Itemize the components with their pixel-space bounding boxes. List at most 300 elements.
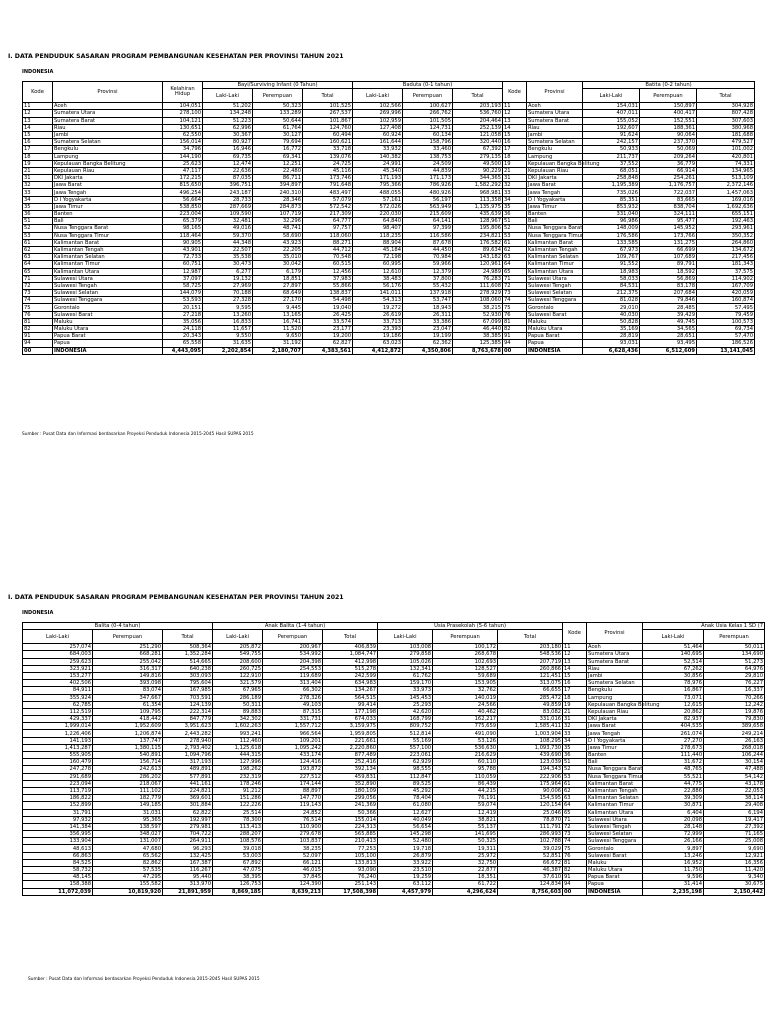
- table-cell: 35,169: [583, 326, 640, 333]
- table-row: [23, 665, 563, 672]
- table-cell: 242,157: [583, 139, 640, 146]
- header-perempuan: Perempuan: [263, 630, 323, 644]
- table-cell: 90,905: [163, 239, 203, 246]
- table-cell: 45,116: [303, 167, 353, 174]
- table-cell: 17,508,398: [323, 888, 378, 895]
- table-cell: 160,874: [697, 297, 755, 304]
- table-cell: 316,317: [93, 665, 163, 672]
- table-cell: 260,866: [498, 665, 563, 672]
- table-cell: 50,644: [253, 117, 303, 124]
- table-cell: 57,161: [353, 196, 403, 203]
- table-cell: 133,904: [23, 838, 93, 845]
- header-laki: Laki-Laki: [643, 630, 704, 644]
- table-cell: 84,911: [23, 687, 93, 694]
- table-cell: Gorontalo: [53, 304, 163, 311]
- table-cell: Kalimantan Barat: [53, 239, 163, 246]
- table-cell: 49,859: [498, 701, 563, 708]
- table-cell: 1,582,292: [453, 182, 503, 189]
- table-row: [23, 838, 563, 845]
- table-cell: 56,197: [403, 196, 453, 203]
- table-cell: 515,278: [323, 665, 378, 672]
- section2-subtitle: INDONESIA: [22, 610, 54, 616]
- table-cell: 35,010: [253, 254, 303, 261]
- table-cell: D I Yogyakarta: [587, 737, 643, 744]
- table-row: [23, 752, 563, 759]
- table-cell: 12,921: [704, 852, 765, 859]
- table-cell: 224,821: [163, 787, 213, 794]
- table-cell: 1,125,618: [213, 744, 263, 751]
- table-cell: 209,264: [640, 153, 697, 160]
- table-cell: 154,031: [583, 103, 640, 110]
- table-cell: Aceh: [53, 103, 163, 110]
- table-cell: 402,506: [23, 680, 93, 687]
- table-cell: 132,341: [378, 665, 433, 672]
- table-cell: 76: [563, 852, 587, 859]
- table-cell: 393,098: [93, 680, 163, 687]
- table-cell: 11,072,039: [23, 888, 93, 895]
- header-kode: Kode: [563, 623, 587, 644]
- table-cell: 31,672: [643, 759, 704, 766]
- table-cell: 167,709: [697, 282, 755, 289]
- table-cell: 703,591: [163, 694, 213, 701]
- table-cell: 134,965: [697, 167, 755, 174]
- table-cell: 54,313: [353, 297, 403, 304]
- table-cell: 27,897: [253, 282, 303, 289]
- table-cell: 40,462: [433, 708, 498, 715]
- table-cell: Kepulauan Riau: [53, 167, 163, 174]
- table-cell: 18,983: [583, 268, 640, 275]
- table-row: [563, 852, 765, 859]
- table-cell: 62,929: [378, 759, 433, 766]
- table-cell: 103,008: [378, 644, 433, 651]
- table-cell: 1,094,796: [163, 752, 213, 759]
- table-row: [23, 146, 503, 153]
- table-cell: Papua Barat: [53, 333, 163, 340]
- table-cell: 56,654: [378, 823, 433, 830]
- table-row: [563, 759, 765, 766]
- table-cell: 52: [23, 225, 53, 232]
- table-cell: 62,822: [163, 809, 213, 816]
- table-cell: 6,628,436: [583, 347, 640, 354]
- table-cell: 00: [23, 347, 53, 354]
- table-cell: 14: [23, 124, 53, 131]
- table-cell: 46,387: [498, 867, 563, 874]
- table-row: [23, 203, 503, 210]
- table-row: [503, 311, 755, 318]
- table-cell: 151,286: [213, 795, 263, 802]
- table-cell: 130,651: [163, 124, 203, 131]
- table-cell: 4,443,095: [163, 347, 203, 354]
- table-cell: Nusa Tenggara Barat: [528, 225, 583, 232]
- table-cell: 56,869: [640, 275, 697, 282]
- table-row: [563, 723, 765, 730]
- table-cell: 71: [563, 816, 587, 823]
- table-cell: 90,064: [640, 131, 697, 138]
- table-cell: 118,464: [163, 232, 203, 239]
- table-cell: 122,910: [213, 672, 263, 679]
- table-cell: 13,260: [203, 311, 253, 318]
- table-cell: 81,028: [583, 297, 640, 304]
- table-cell: Riau: [53, 124, 163, 131]
- table-cell: 72: [23, 282, 53, 289]
- table-cell: 255,042: [93, 658, 163, 665]
- table-cell: 9,550: [203, 333, 253, 340]
- table-cell: 122,226: [213, 802, 263, 809]
- table-cell: 186,822: [23, 795, 93, 802]
- table-cell: 2,180,707: [253, 347, 303, 354]
- table-cell: 79,830: [704, 716, 765, 723]
- table-cell: 19,132: [203, 275, 253, 282]
- table-row: [23, 311, 503, 318]
- table-cell: 67,099: [453, 318, 503, 325]
- table-cell: 224,313: [323, 823, 378, 830]
- table-cell: 853,932: [583, 203, 640, 210]
- table-cell: 563,949: [403, 203, 453, 210]
- table-cell: 101,867: [303, 117, 353, 124]
- table-cell: Sumatera Barat: [527, 117, 583, 124]
- table-cell: 72: [563, 823, 587, 830]
- table-cell: 218,067: [93, 780, 163, 787]
- table-cell: 815,650: [163, 182, 203, 189]
- table-cell: 46,015: [263, 867, 323, 874]
- table-row: [23, 823, 563, 830]
- table-cell: 508,364: [163, 644, 213, 651]
- table-cell: 124,834: [498, 881, 563, 888]
- table-cell: 102,566: [353, 103, 403, 110]
- table-cell: DKI Jakarta: [587, 716, 643, 723]
- table-cell: 548,536: [498, 651, 563, 658]
- table-cell: 161,644: [353, 139, 403, 146]
- table-cell: 352,890: [323, 780, 378, 787]
- table-cell: 63: [563, 795, 587, 802]
- table-cell: 108,295: [498, 737, 563, 744]
- table-cell: 66,302: [263, 687, 323, 694]
- table-cell: 25,972: [433, 852, 498, 859]
- table-cell: 64: [563, 802, 587, 809]
- table-row: [23, 780, 563, 787]
- table-row: [563, 802, 765, 809]
- table-cell: 38,385: [453, 333, 503, 340]
- table-cell: 62,996: [203, 124, 253, 131]
- table-cell: Kepulauan Bangka Belitung: [53, 160, 163, 167]
- table-cell: Jawa Tengah: [587, 730, 643, 737]
- table-cell: 64: [503, 261, 527, 268]
- table-cell: 286,189: [213, 694, 263, 701]
- table-row: [23, 708, 563, 715]
- table-cell: 17: [503, 146, 527, 153]
- table-cell: 491,090: [433, 730, 498, 737]
- table-cell: 12,251: [253, 160, 303, 167]
- table-cell: 76,240: [323, 874, 378, 881]
- table-cell: 167,387: [163, 859, 213, 866]
- table-cell: 33,718: [303, 146, 353, 153]
- table-cell: 51: [503, 218, 527, 225]
- table-cell: 2,793,402: [163, 744, 213, 751]
- table-cell: 172,215: [163, 175, 203, 182]
- header-perempuan: Perempuan: [433, 630, 498, 644]
- table-cell: 215,609: [403, 211, 453, 218]
- table-cell: 147,770: [263, 795, 323, 802]
- table-cell: 8,639,213: [263, 888, 323, 895]
- table-cell: 93,090: [323, 867, 378, 874]
- table-cell: 433,174: [263, 752, 323, 759]
- table-cell: 111,102: [93, 787, 163, 794]
- table-cell: 00: [503, 347, 527, 354]
- table-cell: 101,505: [403, 117, 453, 124]
- table-row: [23, 694, 563, 701]
- table-cell: 134,248: [203, 110, 253, 117]
- table-cell: 61: [23, 239, 53, 246]
- header-kode: Kode: [23, 82, 53, 103]
- table-cell: 113,719: [23, 787, 93, 794]
- table-cell: 44,712: [303, 246, 353, 253]
- table-cell: 279,135: [453, 153, 503, 160]
- table-cell: 156,014: [163, 139, 203, 146]
- table-cell: 67,262: [643, 665, 704, 672]
- table-row: [503, 290, 755, 297]
- table-cell: Maluku Utara: [53, 326, 163, 333]
- header-perempuan: Perempuan: [640, 89, 697, 103]
- table-cell: 344,365: [453, 175, 503, 182]
- table-cell: 65: [563, 809, 587, 816]
- table-cell: 12: [563, 651, 587, 658]
- table-cell: 1,003,904: [498, 730, 563, 737]
- table-cell: 141,384: [23, 823, 93, 830]
- table-row: [23, 326, 503, 333]
- section2-title: I. DATA PENDUDUK SASARAN PROGRAM PEMBANGUNAN KESEHATAN PER PROVINSI TAHUN 2021: [8, 594, 344, 601]
- table-cell: 11: [563, 644, 587, 651]
- table-cell: 2,372,146: [697, 182, 755, 189]
- table-cell: 9,897: [643, 845, 704, 852]
- table-cell: 12,379: [403, 268, 453, 275]
- table-cell: 36: [503, 211, 527, 218]
- table-row: [503, 153, 755, 160]
- table-row: [23, 744, 563, 751]
- table-cell: 26,619: [353, 311, 403, 318]
- header-laki: Laki-Laki: [353, 89, 403, 103]
- table-cell: 1,195,389: [583, 182, 640, 189]
- table-cell: 2,443,282: [163, 730, 213, 737]
- table-cell: 36: [23, 211, 53, 218]
- table-cell: 13: [23, 117, 53, 124]
- table-cell: 264,860: [697, 239, 755, 246]
- table-cell: 331,040: [583, 211, 640, 218]
- table-cell: 95,365: [93, 816, 163, 823]
- table-cell: 278,929: [453, 290, 503, 297]
- table-cell: 49,500: [453, 160, 503, 167]
- table-cell: 435,639: [453, 211, 503, 218]
- table-cell: 109,590: [203, 211, 253, 218]
- table-row: [23, 182, 503, 189]
- table-cell: Sulawesi Barat: [587, 852, 643, 859]
- table-cell: Sulawesi Tenggara: [53, 297, 163, 304]
- table-row: [563, 780, 765, 787]
- table-cell: 217,456: [697, 254, 755, 261]
- table-cell: 321,579: [213, 680, 263, 687]
- header-bayi: Bayi/Surviving Infant (0 Tahun): [203, 82, 353, 89]
- table-cell: 11,520: [253, 326, 303, 333]
- table-row: [563, 701, 765, 708]
- table-cell: 69,734: [697, 326, 755, 333]
- table-cell: 313,970: [163, 881, 213, 888]
- table-cell: 83,074: [93, 687, 163, 694]
- table-cell: 89,883: [213, 708, 263, 715]
- table-cell: 278,326: [263, 694, 323, 701]
- table-cell: 19,272: [353, 304, 403, 311]
- table-cell: 62: [23, 246, 53, 253]
- table-cell: 1,206,874: [93, 730, 163, 737]
- table-cell: 59,074: [433, 802, 498, 809]
- table-cell: 65,558: [163, 340, 203, 347]
- table-row: [23, 859, 563, 866]
- table-cell: 23,510: [378, 867, 433, 874]
- table-row: [563, 737, 765, 744]
- table-cell: 141,011: [353, 290, 403, 297]
- table-cell: 33,713: [353, 318, 403, 325]
- table-cell: 109,795: [93, 708, 163, 715]
- table-cell: Banten: [587, 752, 643, 759]
- table-row: [23, 773, 563, 780]
- table-cell: 60,110: [433, 759, 498, 766]
- table-cell: 208,600: [213, 658, 263, 665]
- table-cell: 76,191: [433, 795, 498, 802]
- table-cell: Nusa Tenggara Timur: [528, 232, 584, 239]
- table-cell: 223,061: [378, 752, 433, 759]
- table-cell: 168,799: [378, 716, 433, 723]
- table-cell: 188,361: [640, 124, 697, 131]
- table-cell: 24,991: [353, 160, 403, 167]
- table-cell: Jawa Timur: [587, 744, 643, 751]
- table-cell: 71: [503, 275, 527, 282]
- table-row: [23, 874, 563, 881]
- table-cell: 4,412,872: [353, 347, 403, 354]
- table-cell: 536,760: [453, 110, 503, 117]
- table-cell: 37,800: [403, 275, 453, 282]
- table-cell: 28,148: [643, 823, 704, 830]
- table-cell: 178,246: [213, 780, 263, 787]
- table-cell: 120,154: [498, 802, 563, 809]
- table-cell: 20,098: [643, 816, 704, 823]
- table-cell: 27,270: [643, 737, 704, 744]
- table-cell: 72,733: [163, 254, 203, 261]
- table-cell: 479,527: [697, 139, 755, 146]
- table-cell: 110,900: [263, 823, 323, 830]
- table-row: [503, 203, 755, 210]
- table-cell: Bengkulu: [587, 687, 643, 694]
- table-cell: 572,026: [353, 203, 403, 210]
- table-cell: 19,200: [303, 333, 353, 340]
- table-cell: 171,193: [353, 175, 403, 182]
- table-cell: 392,134: [323, 766, 378, 773]
- table-cell: 145,298: [378, 831, 433, 838]
- table-row: [23, 888, 563, 895]
- table-cell: 32,481: [203, 218, 253, 225]
- table-cell: 58,732: [23, 867, 93, 874]
- table-cell: 2,235,198: [643, 888, 704, 895]
- table-cell: 25,046: [498, 809, 563, 816]
- header-kelahiran-hidup: Kelahiran Hidup: [163, 82, 203, 103]
- table-cell: 69,341: [253, 153, 303, 160]
- table-cell: 87,035: [203, 175, 253, 182]
- table-cell: 123,039: [498, 759, 563, 766]
- table-cell: 37,552: [583, 160, 640, 167]
- table-cell: 62,362: [403, 340, 453, 347]
- table-cell: 9,445: [253, 304, 303, 311]
- table-cell: Jambi: [53, 131, 163, 138]
- table-cell: 257,074: [23, 644, 93, 651]
- table-cell: 47,488: [704, 766, 765, 773]
- table-cell: 30,154: [704, 759, 765, 766]
- table-cell: 66,655: [498, 687, 563, 694]
- table-cell: 181,343: [697, 261, 755, 268]
- table-cell: 72,999: [643, 831, 704, 838]
- table-cell: 171,173: [403, 175, 453, 182]
- table-cell: 2,220,860: [323, 744, 378, 751]
- table-cell: 58,033: [583, 275, 640, 282]
- table-cell: 348,027: [93, 831, 163, 838]
- table-cell: 22,886: [643, 787, 704, 794]
- table-cell: 34: [23, 196, 53, 203]
- table-cell: 18,592: [640, 268, 697, 275]
- table-cell: 2,202,854: [203, 347, 253, 354]
- table-cell: 46,440: [453, 326, 503, 333]
- table-cell: 1,095,242: [263, 744, 323, 751]
- table-row: [23, 290, 503, 297]
- header-laki: Laki-Laki: [23, 630, 93, 644]
- table-cell: 144,079: [163, 290, 203, 297]
- table-cell: 4,350,806: [403, 347, 453, 354]
- table-cell: 27,328: [203, 297, 253, 304]
- table-cell: 85,351: [583, 196, 640, 203]
- table-cell: 303,093: [163, 672, 213, 679]
- table-cell: 75: [563, 845, 587, 852]
- table-cell: 15: [23, 131, 53, 138]
- table-cell: 58,690: [253, 232, 303, 239]
- table-cell: Jawa Barat: [527, 182, 583, 189]
- table-row: [563, 838, 765, 845]
- table-cell: Bengkulu: [53, 146, 163, 153]
- table-cell: 16: [563, 680, 587, 687]
- table-cell: 9,595: [203, 304, 253, 311]
- table-cell: 279,858: [378, 651, 433, 658]
- table-cell: Sulawesi Tengah: [587, 823, 643, 830]
- table-cell: 242,599: [323, 672, 378, 679]
- table-cell: 29,010: [583, 304, 640, 311]
- table-cell: DKI Jakarta: [527, 175, 583, 182]
- table-cell: Sulawesi Barat: [53, 311, 163, 318]
- table-cell: 102,959: [353, 117, 403, 124]
- table-row: [23, 687, 563, 694]
- table-cell: 22,877: [433, 867, 498, 874]
- table-cell: 160,479: [23, 759, 93, 766]
- table-cell: 44,775: [643, 780, 704, 787]
- table-cell: 966,564: [263, 730, 323, 737]
- table-row: [23, 881, 563, 888]
- header-perempuan: Perempuan: [93, 630, 163, 644]
- table-cell: 144,190: [163, 153, 203, 160]
- table-row: [503, 218, 755, 225]
- header-provinsi: Provinsi: [53, 82, 163, 103]
- table-cell: 60,494: [303, 131, 353, 138]
- table-cell: 100,627: [403, 103, 453, 110]
- table-cell: 82: [23, 326, 53, 333]
- table-cell: Jawa Barat: [53, 182, 163, 189]
- table-cell: 00: [563, 888, 587, 895]
- table-cell: Jambi: [527, 131, 583, 138]
- table-row: [23, 117, 503, 124]
- table-cell: Sumatera Barat: [587, 658, 643, 665]
- table-cell: 111,440: [643, 752, 704, 759]
